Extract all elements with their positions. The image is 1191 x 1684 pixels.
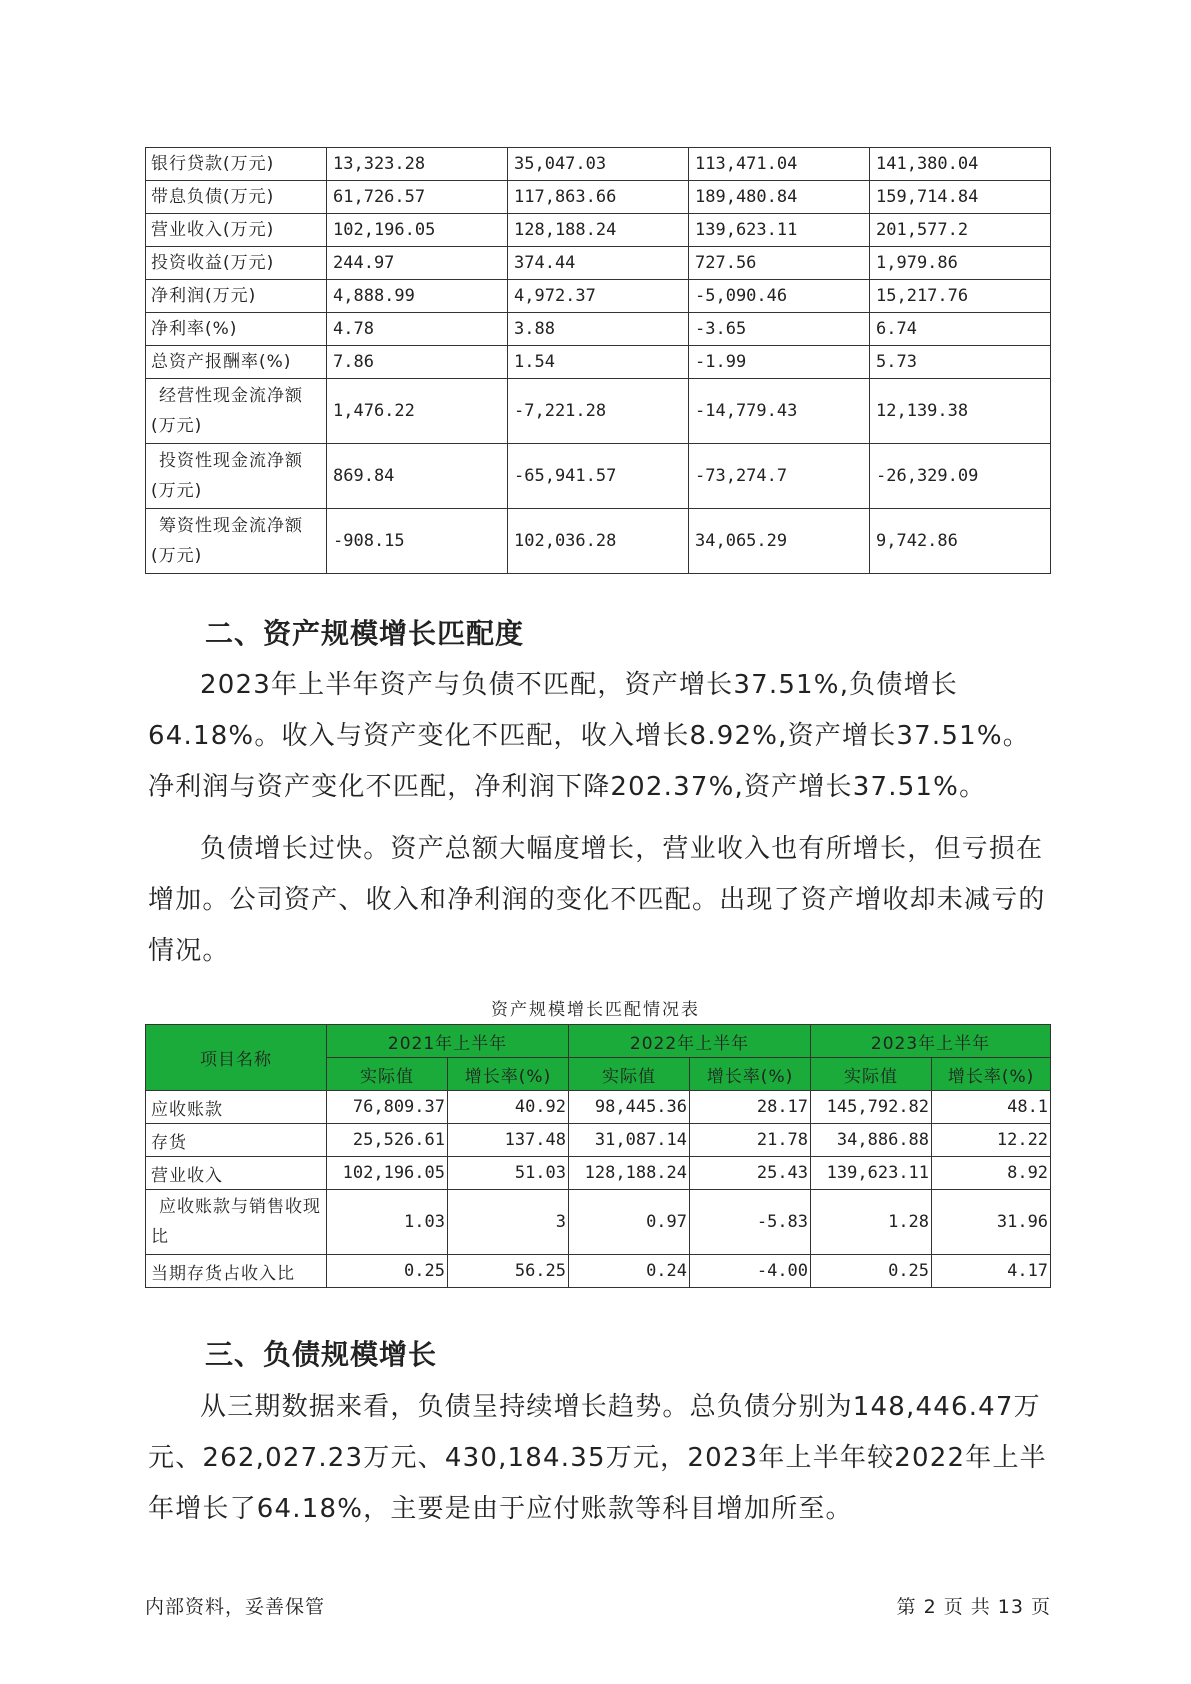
section-heading: 三、负债规模增长 <box>205 1338 438 1371</box>
cell-value: -7,221.28 <box>508 379 689 444</box>
cell-value: -14,779.43 <box>689 379 870 444</box>
cell-value: 15,217.76 <box>870 280 1051 313</box>
cell-value: 4,888.99 <box>327 280 508 313</box>
cell-value: -1.99 <box>689 346 870 379</box>
paragraph: 从三期数据来看，负债呈持续增长趋势。总负债分别为148,446.47万元、262,027.23万元、430,184.35万元，2023年上半年较2022年上半年增长了64.18%，主要是由于应付账款等科目增加所至。 <box>148 1392 1047 1524</box>
cell-value: 21.78 <box>690 1124 811 1157</box>
table-caption: 资产规模增长匹配情况表 <box>491 1000 700 1020</box>
cell-value: 0.97 <box>569 1190 690 1255</box>
cell-value: 727.56 <box>689 247 870 280</box>
section-heading: 二、资产规模增长匹配度 <box>205 617 525 650</box>
cell-value: -5,090.46 <box>689 280 870 313</box>
cell-value: 31.96 <box>932 1190 1051 1255</box>
cell-value: -73,274.7 <box>689 444 870 509</box>
row-label: 银行贷款(万元) <box>146 148 327 181</box>
cell-value: 374.44 <box>508 247 689 280</box>
cell-value: -65,941.57 <box>508 444 689 509</box>
row-label-text: 筹资性现金流净额(万元) <box>151 516 303 566</box>
cell-value: 34,886.88 <box>811 1124 932 1157</box>
cell-value: 102,036.28 <box>508 509 689 574</box>
table-row <box>146 1091 1051 1124</box>
cell-value: 98,445.36 <box>569 1091 690 1124</box>
cell-value: 102,196.05 <box>327 214 508 247</box>
cell-value: 128,188.24 <box>508 214 689 247</box>
row-label: 总资产报酬率(%) <box>146 346 327 379</box>
cell-value: 159,714.84 <box>870 181 1051 214</box>
table-row <box>146 1190 1051 1255</box>
cell-value: 869.84 <box>327 444 508 509</box>
table-row <box>146 1255 1051 1288</box>
table-row <box>146 313 1051 346</box>
cell-value: 139,623.11 <box>689 214 870 247</box>
row-label <box>146 444 327 509</box>
cell-value: 4,972.37 <box>508 280 689 313</box>
table-row <box>146 346 1051 379</box>
cell-value: 141,380.04 <box>870 148 1051 181</box>
cell-value: 139,623.11 <box>811 1157 932 1190</box>
cell-value: 1.03 <box>327 1190 448 1255</box>
cell-value: 1.28 <box>811 1190 932 1255</box>
cell-value: 25.43 <box>690 1157 811 1190</box>
table-row <box>146 280 1051 313</box>
cell-value: 3.88 <box>508 313 689 346</box>
cell-value: 28.17 <box>690 1091 811 1124</box>
paragraph: 负债增长过快。资产总额大幅度增长，营业收入也有所增长，但亏损在增加。公司资产、收入和净利润的变化不匹配。出现了资产增收却未减亏的情况。 <box>148 834 1046 966</box>
footer-page-number: 第 2 页 共 13 页 <box>896 1596 1051 1618</box>
cell-value: 244.97 <box>327 247 508 280</box>
header-actual: 实际值 <box>327 1058 448 1091</box>
table-row <box>146 1124 1051 1157</box>
cell-value: -908.15 <box>327 509 508 574</box>
cell-value: 0.25 <box>327 1255 448 1288</box>
table-row <box>146 379 1051 444</box>
row-label: 营业收入(万元) <box>146 214 327 247</box>
cell-value: 1,979.86 <box>870 247 1051 280</box>
row-label: 净利润(万元) <box>146 280 327 313</box>
row-label: 投资收益(万元) <box>146 247 327 280</box>
cell-value: 4.78 <box>327 313 508 346</box>
row-label: 应收账款 <box>146 1091 327 1124</box>
cell-value: 76,809.37 <box>327 1091 448 1124</box>
cell-value: 117,863.66 <box>508 181 689 214</box>
cell-value: 189,480.84 <box>689 181 870 214</box>
cell-value: -4.00 <box>690 1255 811 1288</box>
table-row <box>146 214 1051 247</box>
table-row <box>146 509 1051 574</box>
row-label: 存货 <box>146 1124 327 1157</box>
cell-value: 61,726.57 <box>327 181 508 214</box>
row-label-text: 投资性现金流净额(万元) <box>151 451 303 501</box>
cell-value: -5.83 <box>690 1190 811 1255</box>
cell-value: 145,792.82 <box>811 1091 932 1124</box>
cell-value: 4.17 <box>932 1255 1051 1288</box>
cell-value: 25,526.61 <box>327 1124 448 1157</box>
table-row <box>146 247 1051 280</box>
header-actual: 实际值 <box>569 1058 690 1091</box>
paragraph: 2023年上半年资产与负债不匹配，资产增长37.51%,负债增长64.18%。收入与资产变化不匹配，收入增长8.92%,资产增长37.51%。净利润与资产变化不匹配，净利润下降202.37%,资产增长37.51%。 <box>148 670 1030 802</box>
cell-value: 201,577.2 <box>870 214 1051 247</box>
cell-value: 9,742.86 <box>870 509 1051 574</box>
cell-value: 8.92 <box>932 1157 1051 1190</box>
cell-value: 113,471.04 <box>689 148 870 181</box>
header-period: 2021年上半年 <box>327 1025 569 1058</box>
cell-value: 0.24 <box>569 1255 690 1288</box>
cell-value: 5.73 <box>870 346 1051 379</box>
cell-value: 34,065.29 <box>689 509 870 574</box>
cell-value: 35,047.03 <box>508 148 689 181</box>
cell-value: 31,087.14 <box>569 1124 690 1157</box>
cell-value: 128,188.24 <box>569 1157 690 1190</box>
cell-value: -26,329.09 <box>870 444 1051 509</box>
row-label: 带息负债(万元) <box>146 181 327 214</box>
financial-indicators-table <box>145 147 1051 574</box>
cell-value: 137.48 <box>448 1124 569 1157</box>
row-label <box>146 1190 327 1255</box>
table-row <box>146 1157 1051 1190</box>
cell-value: 7.86 <box>327 346 508 379</box>
table-row <box>146 181 1051 214</box>
cell-value: 6.74 <box>870 313 1051 346</box>
table-header-row <box>146 1025 1051 1058</box>
row-label <box>146 509 327 574</box>
row-label-text: 应收账款与销售收现比 <box>151 1197 321 1247</box>
row-label: 净利率(%) <box>146 313 327 346</box>
cell-value: 13,323.28 <box>327 148 508 181</box>
cell-value: -3.65 <box>689 313 870 346</box>
cell-value: 3 <box>448 1190 569 1255</box>
footer-confidential-note: 内部资料，妥善保管 <box>145 1596 326 1618</box>
header-actual: 实际值 <box>811 1058 932 1091</box>
cell-value: 12.22 <box>932 1124 1051 1157</box>
cell-value: 0.25 <box>811 1255 932 1288</box>
header-period: 2023年上半年 <box>811 1025 1051 1058</box>
row-label-text: 经营性现金流净额(万元) <box>151 386 303 436</box>
cell-value: 48.1 <box>932 1091 1051 1124</box>
cell-value: 102,196.05 <box>327 1157 448 1190</box>
header-item-name: 项目名称 <box>146 1025 327 1091</box>
table-row <box>146 444 1051 509</box>
header-rate: 增长率(%) <box>932 1058 1051 1091</box>
cell-value: 12,139.38 <box>870 379 1051 444</box>
table-row <box>146 148 1051 181</box>
asset-growth-table <box>145 1024 1051 1288</box>
row-label: 营业收入 <box>146 1157 327 1190</box>
cell-value: 56.25 <box>448 1255 569 1288</box>
header-rate: 增长率(%) <box>690 1058 811 1091</box>
cell-value: 1.54 <box>508 346 689 379</box>
header-rate: 增长率(%) <box>448 1058 569 1091</box>
cell-value: 51.03 <box>448 1157 569 1190</box>
cell-value: 1,476.22 <box>327 379 508 444</box>
row-label: 当期存货占收入比 <box>146 1255 327 1288</box>
row-label <box>146 379 327 444</box>
cell-value: 40.92 <box>448 1091 569 1124</box>
header-period: 2022年上半年 <box>569 1025 811 1058</box>
